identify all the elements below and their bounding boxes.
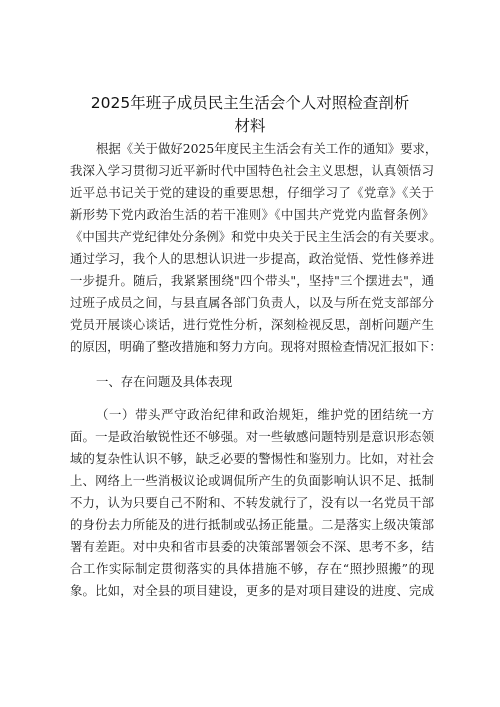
- paragraph-line: 上、网络上一些消极议论或调侃所产生的负面影响认识不足、抵制: [70, 473, 434, 488]
- paragraph-line: 《中国共产党纪律处分条例》和党中央关于民主生活会的有关要求。: [70, 229, 442, 244]
- paragraph-line: 一步提升。随后，我紧紧围绕"四个带头"，坚持"三个摆进去"，通: [70, 273, 434, 288]
- paragraph-line: 新形势下党内政治生活的若干准则》《中国共产党党内监督条例》: [70, 207, 434, 222]
- paragraph-line: 的身份去力所能及的进行抵制或弘扬正能量。二是落实上级决策部: [70, 517, 434, 532]
- paragraph-line: 近平总书记关于党的建设的重要思想，仔细学习了《党章》《关于: [70, 185, 434, 200]
- paragraph-line: 合工作实际制定贯彻落实的具体措施不够，存在“照抄照搬”的现: [70, 561, 434, 576]
- paragraph-line: 域的复杂性认识不够，缺乏必要的警惕性和鉴别力。比如，对社会: [70, 451, 434, 466]
- section-heading: 一、存在问题及具体表现: [96, 374, 233, 389]
- paragraph-line: 面。一是政治敏锐性还不够强。对一些敏感问题特别是意识形态领: [70, 429, 434, 444]
- document-title: 2025年班子成员民主生活会个人对照检查剖析: [90, 94, 410, 112]
- paragraph-line: （一）带头严守政治纪律和政治规矩，维护党的团结统一方: [96, 407, 434, 422]
- paragraph-line: 党员开展谈心谈话，进行党性分析，深刻检视反思，剖析问题产生: [70, 317, 434, 332]
- paragraph-line: 根据《关于做好2025年度民主生活会有关工作的通知》要求，: [96, 141, 438, 156]
- paragraph-line: 署有差距。对中央和省市县委的决策部署领会不深、思考不多，结: [70, 539, 434, 554]
- paragraph-line: 的原因，明确了整改措施和努力方向。现将对照检查情况汇报如下：: [70, 339, 442, 354]
- paragraph-line: 象。比如，对全县的项目建设，更多的是对项目建设的进度、完成: [70, 583, 434, 598]
- paragraph-line: 过班子成员之间，与县直属各部门负责人，以及与所在党支部部分: [70, 295, 434, 310]
- document-title-continued: 材料: [234, 117, 266, 135]
- paragraph-line: 通过学习，我个人的思想认识进一步提高，政治觉悟、党性修养进: [70, 251, 434, 266]
- paragraph-line: 我深入学习贯彻习近平新时代中国特色社会主义思想，认真领悟习: [70, 163, 434, 178]
- paragraph-line: 不力，认为只要自己不附和、不转发就行了，没有以一名党员干部: [70, 495, 434, 510]
